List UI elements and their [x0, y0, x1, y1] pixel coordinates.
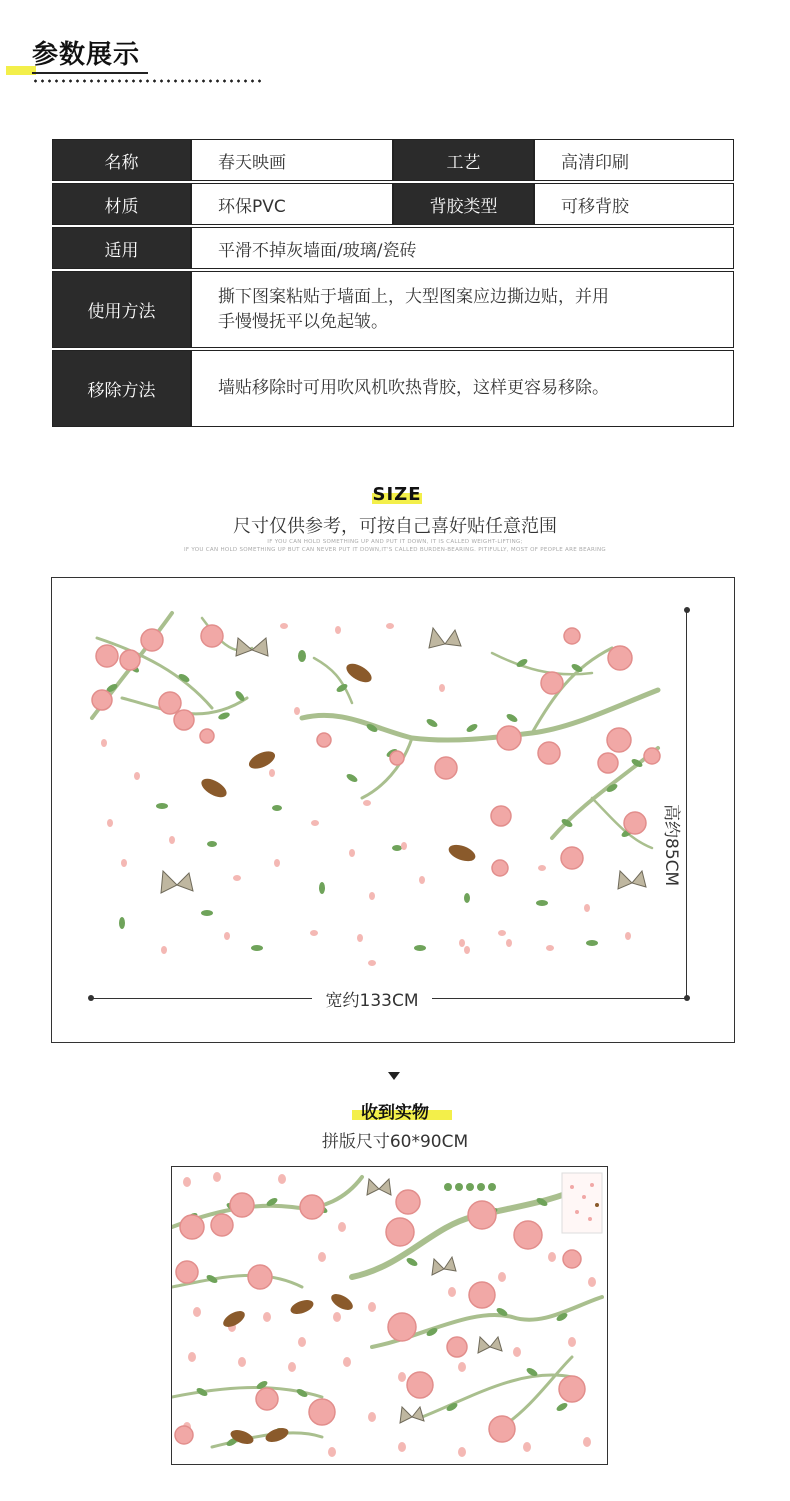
decal-blossoms — [92, 625, 660, 876]
param-row-material — [52, 183, 734, 225]
width-label: 宽约133CM — [312, 986, 432, 1011]
title-underline — [32, 72, 148, 74]
sheet-leaves — [185, 1196, 568, 1447]
param-row-remove — [52, 350, 734, 427]
param-label-apply: 适用 — [52, 227, 191, 269]
param-label-remove: 移除方法 — [52, 350, 191, 427]
param-label-backing: 背胶类型 — [393, 183, 534, 225]
sheet-mini-preview — [562, 1173, 602, 1233]
param-value-apply: 平滑不掉灰墙面/玻璃/瓷砖 — [191, 227, 734, 269]
height-dimension-line — [686, 610, 687, 998]
decal-sheet-illustration — [172, 1167, 607, 1464]
param-value-name: 春天映画 — [191, 139, 393, 181]
height-label: 高约85CM — [661, 800, 686, 890]
sheet-small-icons — [444, 1183, 496, 1191]
param-value-remove: 墙贴移除时可用吹风机吹热背胶，这样更容易移除。 — [191, 350, 734, 427]
param-label-material: 材质 — [52, 183, 191, 225]
title-dotted-rule — [32, 78, 264, 84]
received-title: 收到实物 — [361, 1103, 429, 1123]
param-value-usage: 撕下图案粘贴于墙面上，大型图案应边撕边贴，并用手慢慢抚平以免起皱。 — [191, 271, 734, 348]
wall-decal-illustration — [52, 578, 734, 1042]
param-label-name: 名称 — [52, 139, 191, 181]
param-value-backing: 可移背胶 — [534, 183, 734, 225]
param-row-apply — [52, 227, 734, 269]
height-dimension-dot-top — [684, 607, 690, 613]
param-value-craft: 高清印刷 — [534, 139, 734, 181]
param-label-usage: 使用方法 — [52, 271, 191, 348]
size-tiny-text-1: IF YOU CAN HOLD SOMETHING UP AND PUT IT DOWN, IT IS CALLED WEIGHT-LIFTING; — [267, 539, 523, 545]
param-value-material: 环保PVC — [191, 183, 393, 225]
product-size-frame — [51, 577, 735, 1043]
size-title: SIZE — [372, 484, 422, 505]
width-dimension-dot-left — [88, 995, 94, 1001]
down-arrow-icon — [388, 1072, 400, 1080]
size-tiny-text-2: IF YOU CAN HOLD SOMETHING UP BUT CAN NEVER PUT IT DOWN,IT'S CALLED BURDEN-BEARING. PITIFULLY, MOST OF PEOPLE ARE BEARING — [184, 547, 606, 553]
received-product-frame — [171, 1166, 608, 1465]
param-row-name — [52, 139, 734, 181]
received-subtitle: 拼版尺寸60*90CM — [321, 1132, 469, 1152]
param-label-craft: 工艺 — [393, 139, 534, 181]
width-dimension-dot-right — [684, 995, 690, 1001]
param-row-usage — [52, 271, 734, 348]
section-title: 参数展示 — [32, 40, 141, 70]
size-subtitle: 尺寸仅供参考，可按自己喜好贴任意范围 — [233, 516, 557, 537]
